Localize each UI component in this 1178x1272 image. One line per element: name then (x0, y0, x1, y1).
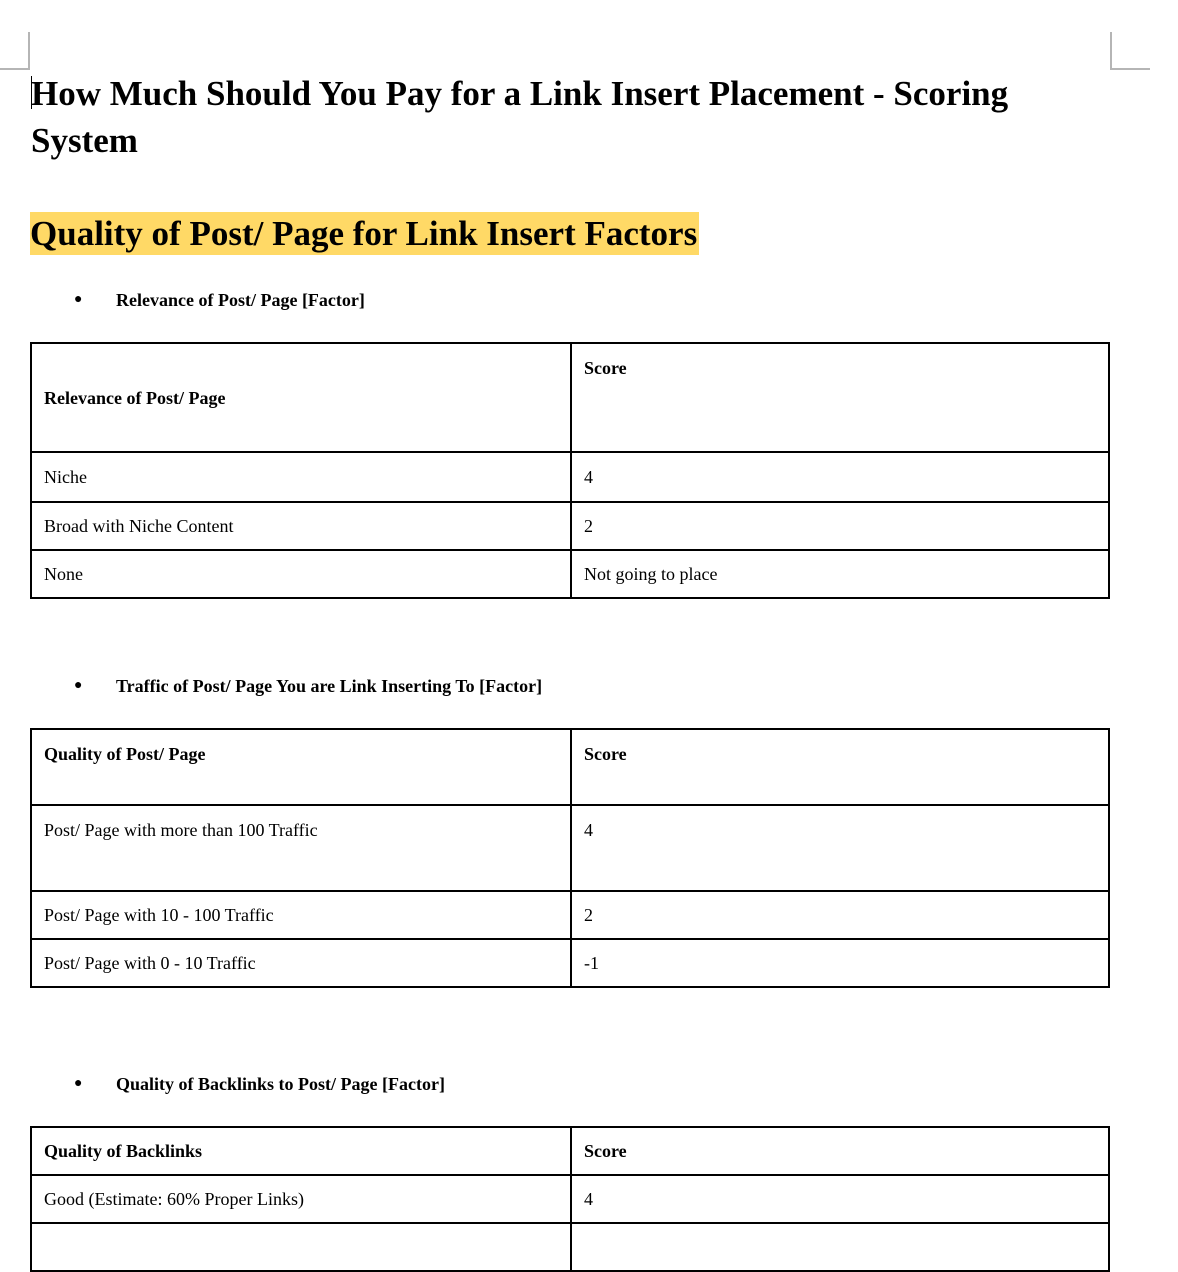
backlinks-score-table (30, 1126, 1110, 1272)
factor-bullet-backlinks[interactable] (74, 1072, 445, 1096)
table-header-cell[interactable]: Quality of Backlinks (31, 1127, 571, 1175)
table-cell[interactable]: Not going to place (571, 550, 1109, 598)
table-header-cell[interactable]: Quality of Post/ Page (31, 729, 571, 805)
factor-bullet-relevance[interactable] (74, 288, 365, 312)
table-row (31, 891, 1109, 939)
table-row (31, 805, 1109, 891)
page-corner-mark-right (1110, 32, 1150, 70)
traffic-score-table (30, 728, 1110, 988)
section-heading-highlighted[interactable]: Quality of Post/ Page for Link Insert Factors (30, 214, 698, 253)
factor-label: Relevance of Post/ Page [Factor] (116, 290, 365, 310)
table-cell[interactable]: 4 (571, 805, 1109, 891)
table-cell[interactable] (571, 1223, 1109, 1271)
table-cell[interactable]: Post/ Page with 0 - 10 Traffic (31, 939, 571, 987)
bullet-icon: ● (74, 1076, 83, 1091)
table-cell[interactable]: Broad with Niche Content (31, 502, 571, 550)
table-cell[interactable]: Post/ Page with 10 - 100 Traffic (31, 891, 571, 939)
table-cell[interactable]: None (31, 550, 571, 598)
factor-bullet-traffic[interactable] (74, 674, 542, 698)
table-row (31, 550, 1109, 598)
relevance-score-table (30, 342, 1110, 599)
table-row (31, 502, 1109, 550)
table-cell[interactable] (31, 1223, 571, 1271)
table-cell[interactable]: Niche (31, 452, 571, 502)
table-cell[interactable]: -1 (571, 939, 1109, 987)
document-title[interactable]: How Much Should You Pay for a Link Insert Placement - Scoring System (31, 74, 1009, 160)
factor-label: Traffic of Post/ Page You are Link Inserting To [Factor] (116, 676, 543, 696)
bullet-icon: ● (74, 292, 83, 307)
page-corner-mark-left (0, 32, 30, 70)
bullet-icon: ● (74, 678, 83, 693)
table-header-row (31, 729, 1109, 805)
table-cell[interactable]: Good (Estimate: 60% Proper Links) (31, 1175, 571, 1223)
table-row (31, 1175, 1109, 1223)
table-header-cell[interactable]: Relevance of Post/ Page (31, 343, 571, 452)
table-row (31, 1223, 1109, 1271)
table-header-cell[interactable]: Score (571, 729, 1109, 805)
table-cell[interactable]: 4 (571, 1175, 1109, 1223)
table-cell[interactable]: 2 (571, 502, 1109, 550)
table-header-row (31, 1127, 1109, 1175)
table-cell[interactable]: 4 (571, 452, 1109, 502)
table-header-cell[interactable]: Score (571, 1127, 1109, 1175)
table-row (31, 939, 1109, 987)
table-header-row (31, 343, 1109, 452)
table-cell[interactable]: 2 (571, 891, 1109, 939)
table-header-cell[interactable]: Score (571, 343, 1109, 452)
table-cell[interactable]: Post/ Page with more than 100 Traffic (31, 805, 571, 891)
factor-label: Quality of Backlinks to Post/ Page [Factor] (116, 1074, 445, 1094)
table-row (31, 452, 1109, 502)
